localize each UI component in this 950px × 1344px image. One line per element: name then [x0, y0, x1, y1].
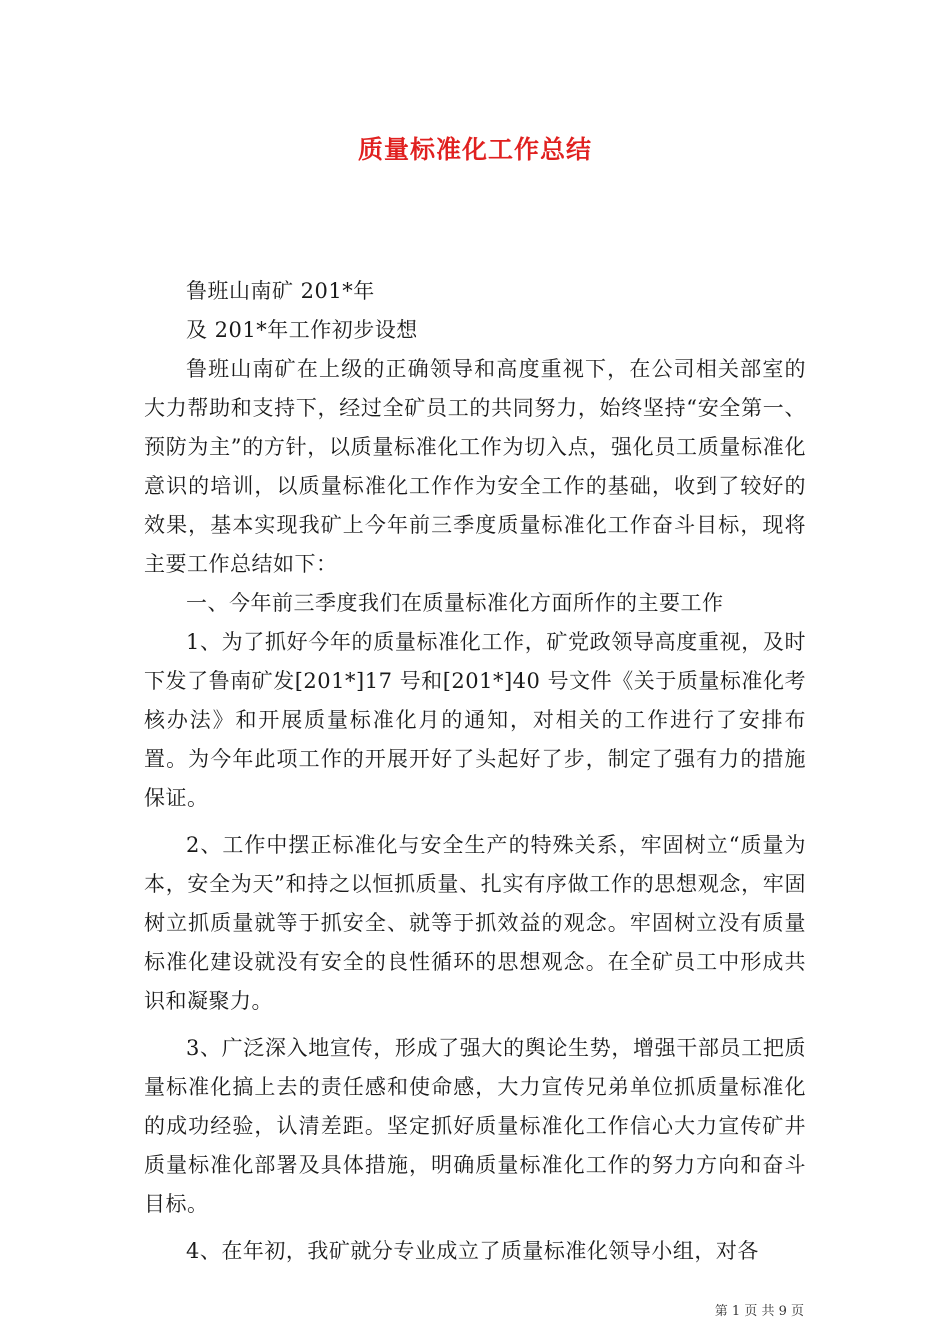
intro-paragraph: 鲁班山南矿在上级的正确领导和高度重视下，在公司相关部室的大力帮助和支持下，经过全矿员工的共同努力，始终坚持“安全第一、预防为主”的方针，以质量标准化工作为切入点，强化员工质量标准化意识的培训，以质量标准化工作作为安全工作的基础，收到了较好的效果，基本实现我矿上今年前三季度质量标准化工作奋斗目标，现将主要工作总结如下： — [144, 357, 806, 576]
section-heading: 一、今年前三季度我们在质量标准化方面所作的主要工作 — [186, 591, 724, 615]
subtitle-line-2: 及 201*年工作初步设想 — [186, 318, 418, 342]
item-paragraph-3: 3、广泛深入地宣传，形成了强大的舆论生势，增强干部员工把质量标准化搞上去的责任感和使命感，大力宣传兄弟单位抓质量标准化的成功经验，认清差距。坚定抓好质量标准化工作信心大力宣传矿井质量标准化部署及具体措施，明确质量标准化工作的努力方向和奋斗目标。 — [144, 1036, 806, 1216]
subtitle-line-1: 鲁班山南矿 201*年 — [186, 279, 375, 303]
document-title: 质量标准化工作总结 — [357, 135, 592, 164]
item-paragraph-1: 1、为了抓好今年的质量标准化工作，矿党政领导高度重视，及时下发了鲁南矿发[201*]17 号和[201*]40 号文件《关于质量标准化考核办法》和开展质量标准化月的通知，对相关的工作进行了安排布置。为今年此项工作的开展开好了头起好了步，制定了强有力的措施保证。 — [144, 630, 806, 810]
document-body — [144, 272, 806, 1271]
item-paragraph-4: 4、在年初，我矿就分专业成立了质量标准化领导小组，对各 — [186, 1239, 759, 1263]
item-paragraph-2: 2、工作中摆正标准化与安全生产的特殊关系，牢固树立“质量为本，安全为天”和持之以恒抓质量、扎实有序做工作的思想观念，牢固树立抓质量就等于抓安全、就等于抓效益的观念。牢固树立没有质量标准化建设就没有安全的良性循环的思想观念。在全矿员工中形成共识和凝聚力。 — [144, 833, 806, 1013]
page-number: 第 1 页 共 9 页 — [714, 1304, 804, 1319]
